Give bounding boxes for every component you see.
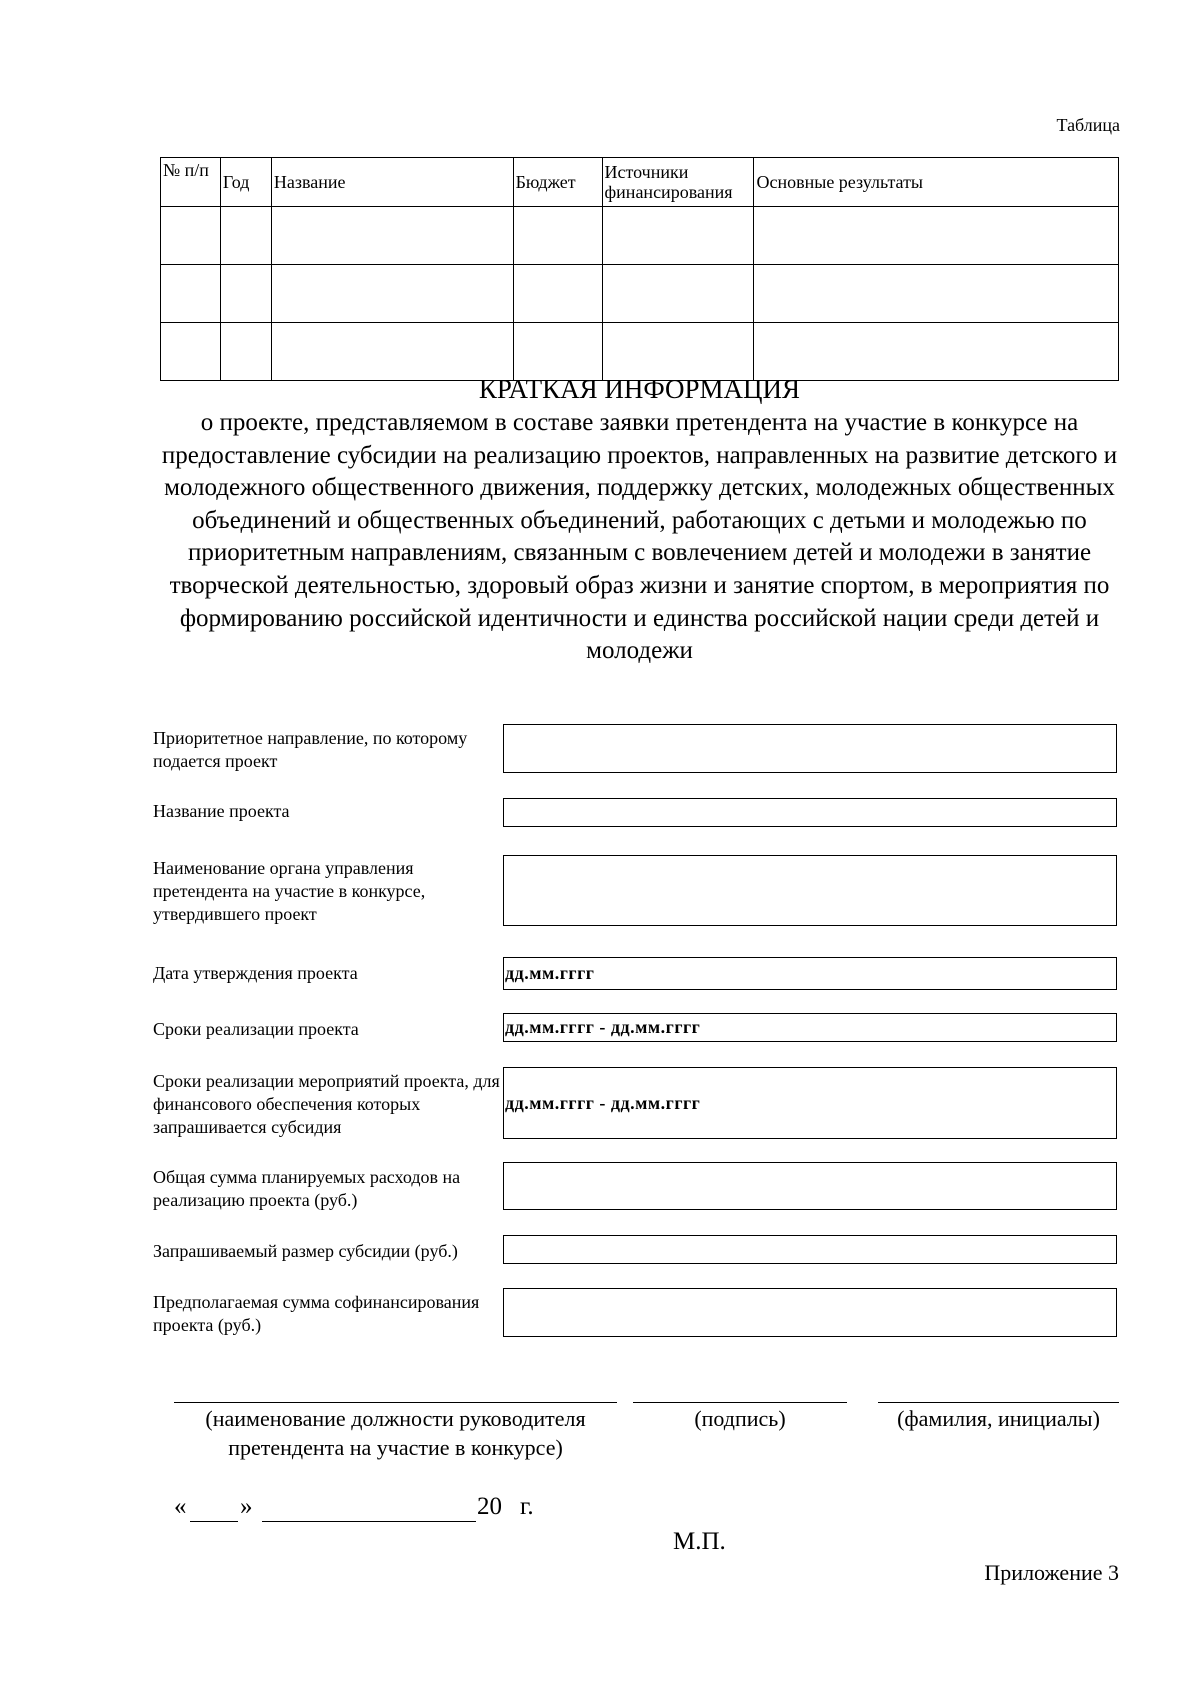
field-label-total-expenses: Общая сумма планируемых расходов на реализацию проекта (руб.) [153,1167,461,1210]
table-cell[interactable] [513,323,602,381]
table-cell[interactable] [754,323,1119,381]
field-label-priority-direction: Приоритетное направление, по которому подается проект [153,728,468,771]
table-cell[interactable] [161,207,221,265]
table-caption: Таблица [1056,115,1120,135]
table-header-name: Название [271,158,513,207]
appendix-label: Приложение 3 [984,1560,1119,1585]
name-signature-line[interactable] [878,1402,1119,1403]
field-approval-date[interactable]: дд.мм.гггг [503,957,1117,990]
table-row [161,265,1119,323]
table-header-year: Год [220,158,271,207]
table-header-main-results: Основные результаты [754,158,1119,207]
field-requested-subsidy[interactable] [503,1235,1117,1264]
signature-line[interactable] [633,1402,847,1403]
table-cell[interactable] [754,207,1119,265]
signature-caption: (подпись) [694,1406,786,1431]
table-cell[interactable] [271,323,513,381]
table-cell[interactable] [161,323,221,381]
field-approving-body[interactable] [503,855,1117,926]
table-cell[interactable] [602,207,754,265]
position-caption: (наименование должности руководителя претендента на участие в конкурсе) [205,1406,586,1460]
field-label-project-name: Название проекта [153,801,290,821]
date-year: 20 [477,1493,502,1520]
field-label-project-period: Сроки реализации проекта [153,1019,359,1039]
table-row [161,207,1119,265]
table-cell[interactable] [602,265,754,323]
table-cell[interactable] [220,323,271,381]
table-cell[interactable] [602,323,754,381]
stamp-placeholder: М.П. [673,1528,726,1555]
field-cofinancing[interactable] [503,1288,1117,1337]
table-header-budget: Бюджет [513,158,602,207]
table-cell[interactable] [513,265,602,323]
field-project-period[interactable]: дд.мм.гггг - дд.мм.гггг [503,1013,1117,1042]
table-header-row [161,158,1119,207]
field-priority-direction[interactable] [503,724,1117,773]
table-cell[interactable] [513,207,602,265]
date-open-quote: « [174,1493,187,1520]
date-close-quote: » [240,1493,253,1520]
field-label-approving-body: Наименование органа управления претендента на участие в конкурсе, утвердившего проект [153,858,426,924]
field-total-expenses[interactable] [503,1162,1117,1210]
date-day-line[interactable] [190,1521,238,1522]
table-cell[interactable] [161,265,221,323]
document-subtitle: о проекте, представляемом в составе заявки претендента на участие в конкурсе на предоставление субсидии на реализацию проектов, направленных на развитие детского и молодежного общественного движения, поддержку детских, молодежных общественных объединений и общественных объединений, работающих с детьми и молодежью по приоритетным направлениям, связанным с вовлечением детей и молодежи в занятие творческой деятельностью, здоровый образ жизни и занятие спортом, в мероприятия по формированию российской идентичности и единства российской нации среди детей и молодежи [161,409,1118,665]
field-label-cofinancing: Предполагаемая сумма софинансирования проекта (руб.) [153,1292,480,1335]
name-caption: (фамилия, инициалы) [897,1406,1100,1431]
projects-table [160,157,1119,381]
table-cell[interactable] [220,265,271,323]
field-activities-period[interactable]: дд.мм.гггг - дд.мм.гггг [503,1067,1117,1139]
field-project-name[interactable] [503,798,1117,827]
position-signature-line[interactable] [174,1402,617,1403]
document-title: КРАТКАЯ ИНФОРМАЦИЯ [478,374,801,404]
table-cell[interactable] [271,265,513,323]
table-header-number: № п/п [161,158,221,207]
table-header-funding-sources: Источники финансирования [602,158,754,207]
field-label-activities-period: Сроки реализации мероприятий проекта, для финансового обеспечения которых запрашивается субсидия [153,1071,500,1137]
date-year-suffix: г. [520,1493,534,1520]
field-label-requested-subsidy: Запрашиваемый размер субсидии (руб.) [153,1241,458,1261]
table-row [161,323,1119,381]
field-label-approval-date: Дата утверждения проекта [153,963,358,983]
table-cell[interactable] [220,207,271,265]
table-cell[interactable] [754,265,1119,323]
date-month-line[interactable] [262,1521,476,1522]
table-cell[interactable] [271,207,513,265]
